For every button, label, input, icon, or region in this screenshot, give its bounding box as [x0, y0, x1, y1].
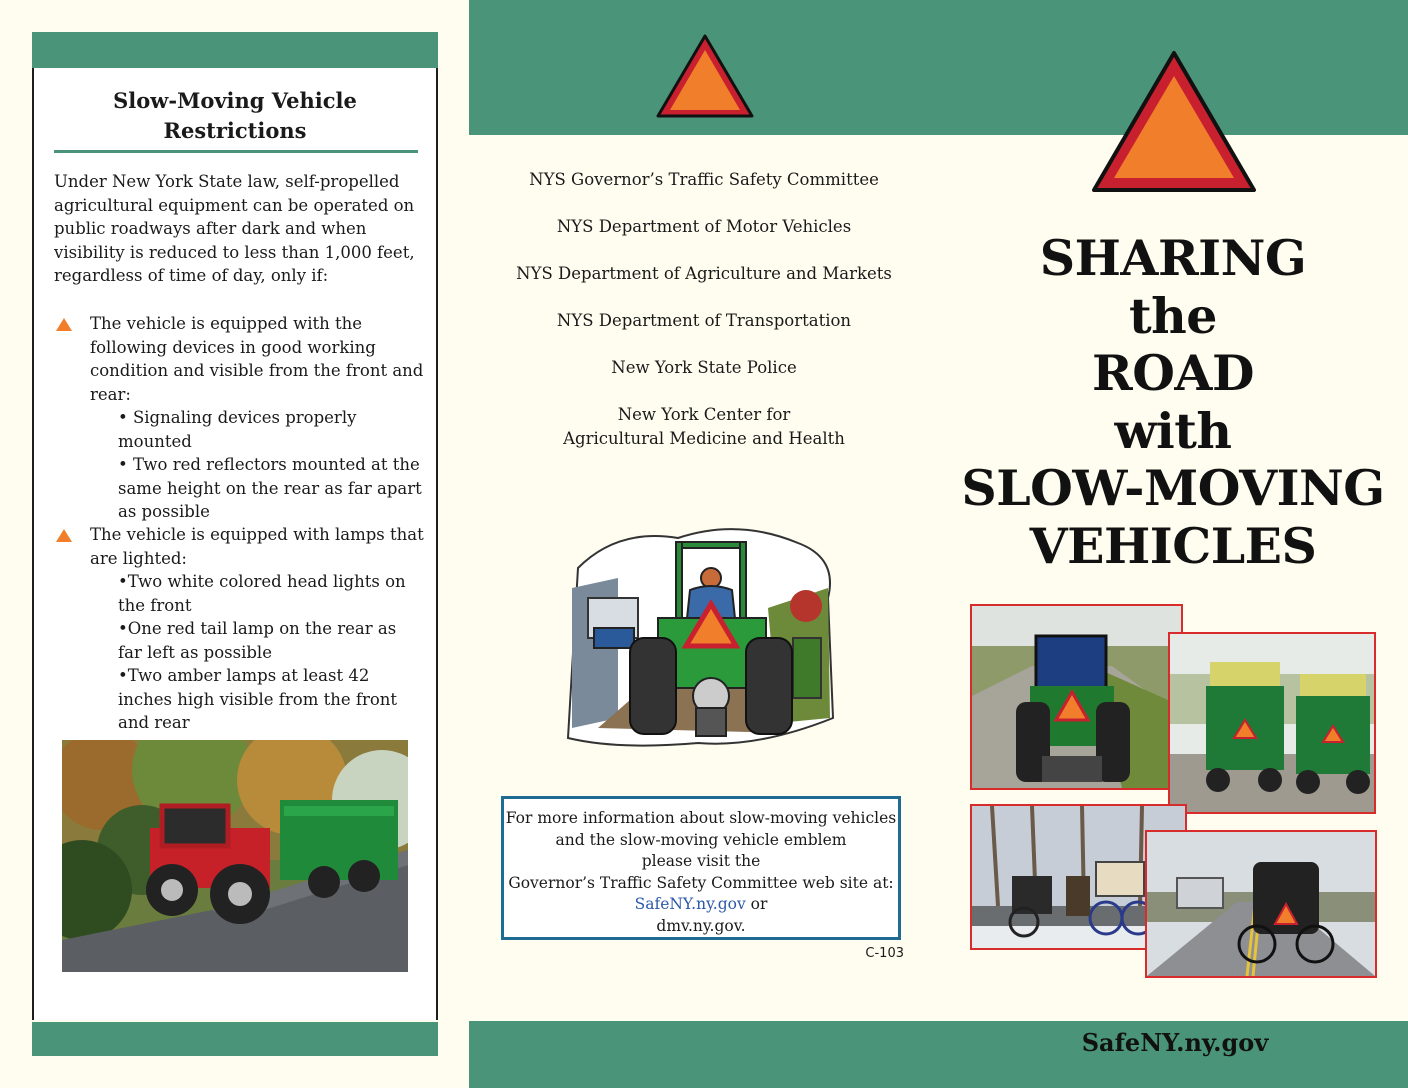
cover-title-line: with: [1114, 401, 1232, 460]
agency-name: New York State Police: [611, 358, 797, 377]
top-green-band: [469, 0, 1408, 135]
footer-url[interactable]: SafeNY.ny.gov: [1081, 1028, 1269, 1057]
tractor-illustration: [558, 518, 840, 754]
amish-buggy-road-photo: [1145, 830, 1377, 978]
agency-name: NYS Governor’s Traffic Safety Committee: [529, 170, 879, 189]
info-line: and the slow-moving vehicle emblem: [555, 830, 847, 849]
more-info-box: [501, 796, 901, 940]
restrictions-title-line2: Restrictions: [163, 118, 307, 143]
restrictions-title: [52, 86, 418, 146]
sub-item: •Two white colored head lights on the front: [118, 572, 406, 615]
green-wagons-photo: [1168, 632, 1376, 814]
info-link-suffix: or: [745, 895, 768, 913]
sub-item: • Two red reflectors mounted at the same height on the rear as far apart as possible: [118, 455, 422, 521]
restrictions-title-line1: Slow-Moving Vehicle: [113, 88, 357, 113]
agency-name: Agricultural Medicine and Health: [563, 428, 845, 448]
bullet-text: The vehicle is equipped with lamps that are lighted:: [90, 525, 424, 568]
info-line: dmv.ny.gov.: [656, 916, 746, 935]
cover-title-line: SLOW-MOVING: [961, 459, 1385, 517]
info-line: For more information about slow-moving vehicles: [505, 809, 897, 827]
safeny-link[interactable]: SafeNY.ny.gov: [634, 895, 746, 913]
agency-name: NYS Department of Agriculture and Markets: [516, 264, 892, 283]
sub-item: • Signaling devices properly mounted: [118, 408, 357, 451]
red-tractor-photo: [62, 740, 408, 972]
sub-item: •Two amber lamps at least 42 inches high visible from the front and rear: [118, 666, 398, 732]
agency-name: NYS Department of Transportation: [556, 311, 852, 330]
title-divider: [54, 150, 418, 153]
info-line: please visit the: [641, 852, 761, 870]
intro-paragraph: Under New York State law, self-propelled agricultural equipment can be operated on public roadways after dark and when visibility is reduced to less than 1,000 feet, regardless of time of day, only if:: [54, 172, 415, 285]
slow-moving-vehicle-emblem-icon: [654, 32, 756, 122]
cover-title-line: the: [1129, 286, 1217, 345]
info-link-line: [504, 894, 898, 916]
agency-name: NYS Department of Motor Vehicles: [556, 217, 852, 236]
sponsor-agencies: [499, 168, 909, 450]
orange-triangle-icon: [56, 318, 72, 331]
bullet-lamps: [54, 523, 424, 735]
info-line: Governor’s Traffic Safety Committee web site at:: [508, 873, 894, 892]
publication-code: C-103: [865, 946, 904, 961]
cover-title-line: SHARING: [1039, 229, 1307, 287]
bullet-devices: [54, 312, 424, 524]
orange-triangle-icon: [56, 529, 72, 542]
left-panel: [32, 32, 438, 1056]
left-bottom-band: [32, 1022, 438, 1056]
sub-item: •One red tail lamp on the rear as far left as possible: [118, 619, 397, 662]
slow-moving-vehicle-emblem-icon: [1088, 48, 1260, 200]
left-top-band: [32, 32, 438, 68]
green-tractor-rear-photo: [970, 604, 1183, 790]
bullet-text: The vehicle is equipped with the following devices in good working condition and visible from the front and rear:: [90, 314, 424, 404]
cover-title: [960, 230, 1386, 575]
agency-name: New York Center for: [617, 405, 791, 424]
cover-title-line: ROAD: [1092, 344, 1254, 402]
cover-title-line: VEHICLES: [1029, 516, 1317, 575]
